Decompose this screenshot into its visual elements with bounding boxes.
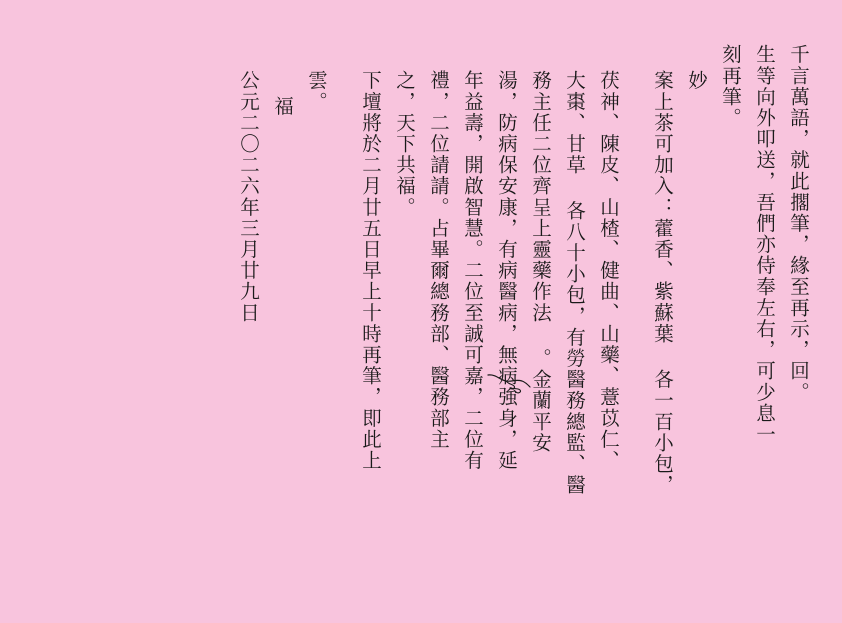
- text-column: 案上茶可加入：藿香、紫蘇葉 各一百小包，: [651, 70, 674, 496]
- text-column: 務主任二位齊呈上靈藥作法 。金蘭平安: [529, 70, 552, 454]
- text-column: 妙: [685, 70, 708, 92]
- text-column: 福: [271, 96, 294, 118]
- text-column: 千言萬語，就此擱筆，緣至再示，回。: [787, 44, 810, 403]
- text-column: 湯，防病保安康，有病醫病，無病強身，延: [495, 70, 518, 471]
- text-column: 雲。: [305, 70, 328, 113]
- text-column: 茯神、陳皮、山楂、健曲、山藥、薏苡仁、: [597, 70, 620, 471]
- text-column: 下壇將於二月廿五日早上十時再筆，即此上: [359, 70, 382, 471]
- text-column: 年益壽，開啟智慧。二位至誠可嘉，二位有: [461, 70, 484, 471]
- text-column: 公元二〇二六年三月廿九日: [237, 70, 260, 324]
- text-column: 刻再筆。: [719, 44, 742, 129]
- text-column: 之，天下共福。: [393, 70, 416, 218]
- text-column: 大棗、甘草 各八十小包，有勞醫務總監、醫: [563, 70, 586, 496]
- text-column: 禮，二位請請。占畢爾總務部、醫務部主: [427, 70, 450, 450]
- vertical-text-block: [34, 44, 808, 571]
- text-column: 生等向外叩送，吾們亦侍奉左右，可少息一: [753, 44, 776, 445]
